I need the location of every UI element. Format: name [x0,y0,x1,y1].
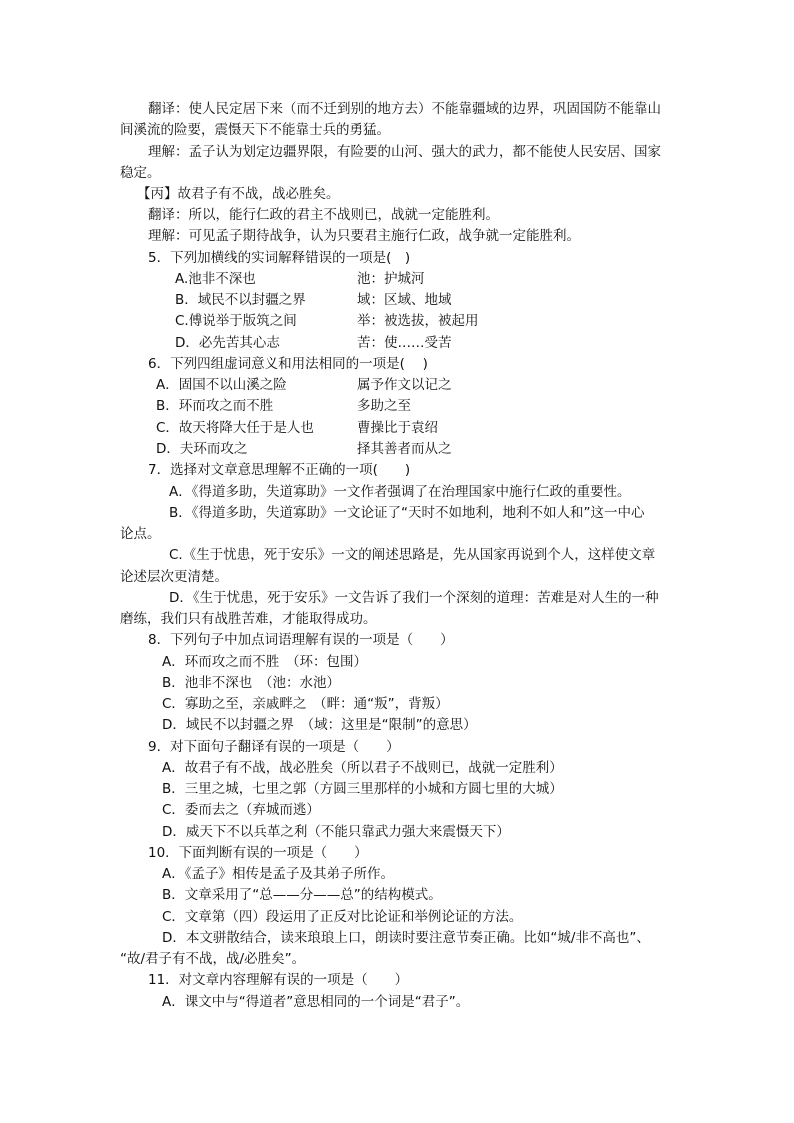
question-9-option-b: B．三里之城，七里之郭（方圆三里那样的小城和方圆七里的大城） [162,781,563,797]
question-7-option-d-line-1: D．《生于忧患，死于安乐》一文告诉了我们一个深刻的道理：苦难是对人生的一种 [169,590,659,606]
question-5-option-b-gloss: 域：区域、地域 [357,292,452,308]
question-8-option-a: A．环而攻之而不胜 （环：包围） [162,654,367,670]
question-7-stem: 7．选择对文章意思理解不正确的一项( ) [148,462,411,478]
question-8-option-c: C．寡助之至，亲戚畔之 （畔：通“叛”，背叛） [162,696,449,712]
question-7-option-b-line-1: B．《得道多助，失道寡助》一文论证了“天时不如地利，地利不如人和”这一中心 [169,505,645,521]
question-8-option-b: B．池非不深也 （池：水池） [162,675,341,691]
question-10-stem: 10．下面判断有误的一项是（ ） [148,845,368,861]
translation-paragraph-2: 翻译：所以，能行仁政的君主不战则已，战就一定能胜利。 [148,207,499,223]
understanding-paragraph-2: 理解：可见孟子期待战争，认为只要君主施行仁政，战争就一定能胜利。 [148,228,580,244]
question-5-option-a-gloss: 池：护城河 [357,271,425,287]
question-6-option-c-compare: 曹操比于袁绍 [357,420,438,436]
question-5-option-a: A.池非不深也 [175,271,256,287]
question-9-stem: 9．对下面句子翻译有误的一项是（ ） [148,739,400,755]
question-10-option-a: A．《孟子》相传是孟子及其弟子所作。 [162,866,394,882]
question-10-option-b: B．文章采用了“总——分——总”的结构模式。 [162,887,442,903]
question-10-option-d-line-2: “故/君子有不战，战/必胜矣”。 [120,951,306,967]
question-8-option-d: D．域民不以封疆之界 （域：这里是“限制”的意思） [162,717,477,733]
translation-paragraph-1-line-1: 翻译：使人民定居下来（而不迁到别的地方去）不能靠疆域的边界，巩固国防不能靠山 [148,101,661,117]
question-7-option-c-line-2: 论述层次更清楚。 [120,569,228,585]
understanding-paragraph-1-line-2: 稳定。 [120,165,161,181]
question-5-stem: 5．下列加横线的实词解释错误的一项是( ) [148,250,411,266]
question-9-option-a: A．故君子有不战，战必胜矣（所以君子不战则已，战就一定胜利） [162,760,563,776]
question-5-option-d: D．必先苦其心志 [175,335,280,351]
translation-paragraph-1-line-2: 间溪流的险要，震慑天下不能靠士兵的勇猛。 [120,122,390,138]
question-7-option-b-line-2: 论点。 [120,526,161,542]
question-5-option-d-gloss: 苦：使……受苦 [357,335,452,351]
question-9-option-d: D．威天下不以兵革之利（不能只靠武力强大来震慑天下） [162,824,510,840]
question-10-option-d-line-1: D．本文骈散结合，读来琅琅上口，朗读时要注意节奏正确。比如“城/非不高也”、 [162,930,650,946]
question-6-stem: 6．下列四组虚词意义和用法相同的一项是( ) [148,356,428,372]
question-7-option-a: A．《得道多助，失道寡助》一文作者强调了在治理国家中施行仁政的重要性。 [169,484,631,500]
question-6-option-a: A．固国不以山溪之险 [156,377,287,393]
question-10-option-c: C．文章第（四）段运用了正反对比论证和举例论证的方法。 [162,909,523,925]
question-11-stem: 11．对文章内容理解有误的一项是（ ） [148,972,409,988]
question-8-stem: 8．下列句子中加点词语理解有误的一项是（ ） [148,632,454,648]
question-9-option-c: C．委而去之（弃城而逃） [162,802,320,818]
understanding-paragraph-1-line-1: 理解：孟子认为划定边疆界限，有险要的山河、强大的武力，都不能使人民安居、国家 [148,144,661,160]
question-6-option-c: C．故天将降大任于是人也 [156,420,314,436]
question-5-option-c: C.傅说举于版筑之间 [175,313,297,329]
question-5-option-b: B．域民不以封疆之界 [175,292,306,308]
bing-section-quote: 【丙】故君子有不战，战必胜矣。 [137,186,340,202]
question-7-option-c-line-1: C.《生于忧患，死于安乐》一文的阐述思路是，先从国家再说到个人，这样使文章 [169,547,656,563]
question-5-option-c-gloss: 举：被选拔，被起用 [357,313,479,329]
question-11-option-a: A．课文中与“得道者”意思相同的一个词是“君子”。 [162,994,470,1010]
question-6-option-d-compare: 择其善者而从之 [357,441,452,457]
question-6-option-a-compare: 属予作文以记之 [357,377,452,393]
question-6-option-b-compare: 多助之至 [357,398,411,414]
question-6-option-d: D．夫环而攻之 [156,441,248,457]
question-7-option-d-line-2: 磨练，我们只有战胜苦难，才能取得成功。 [120,611,377,627]
question-6-option-b: B．环而攻之而不胜 [156,398,274,414]
